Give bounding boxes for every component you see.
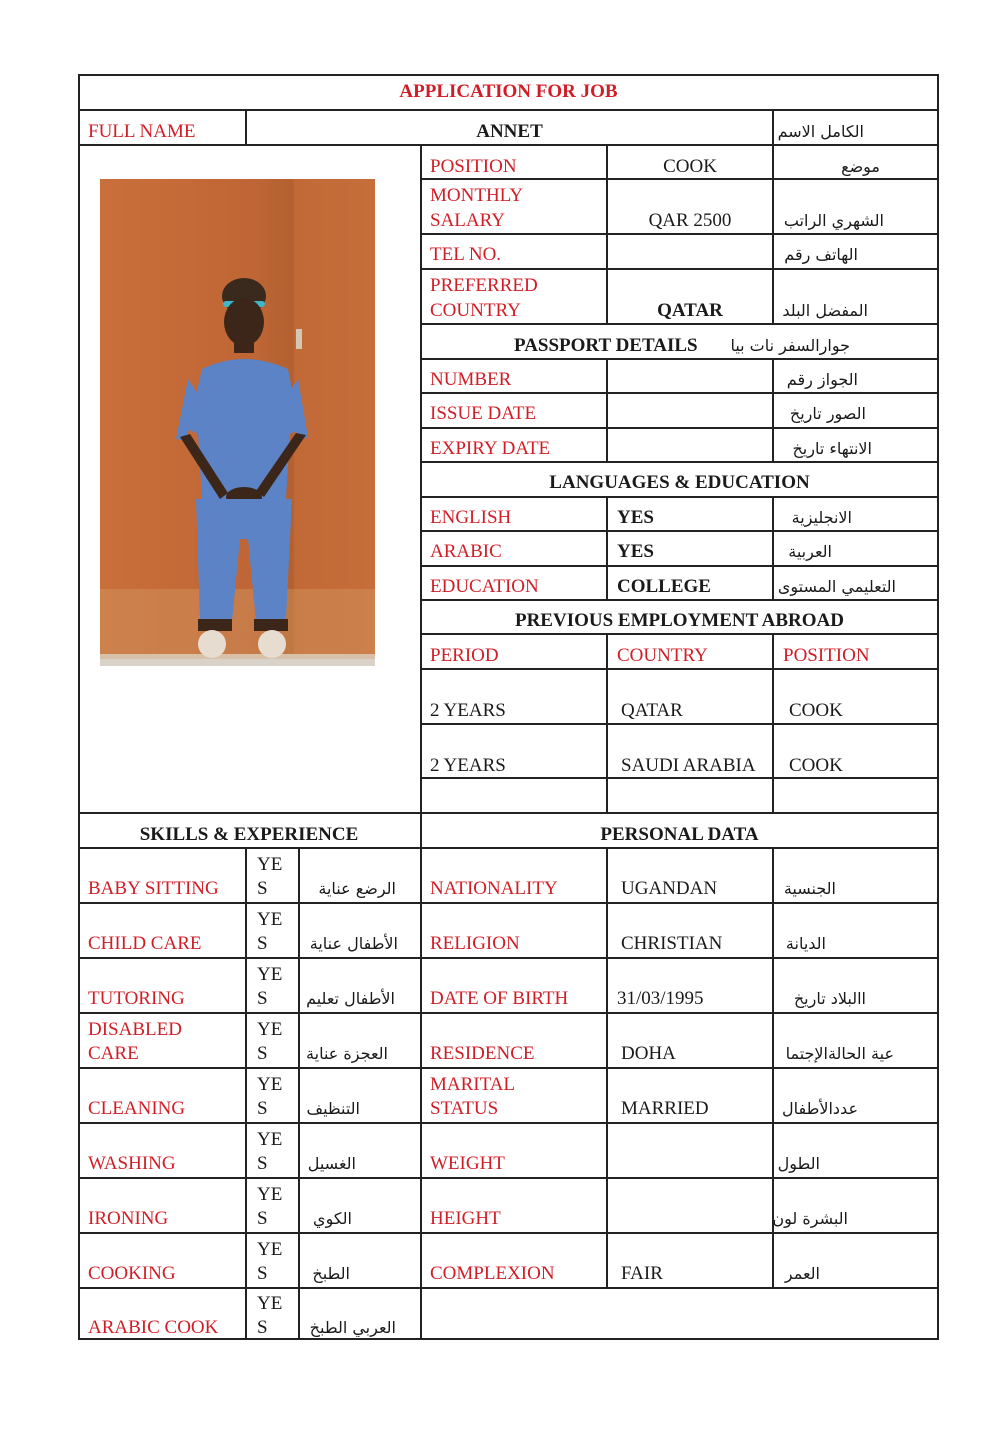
- salary-value: QAR 2500: [648, 210, 732, 231]
- skill-ar: الكوي: [313, 1209, 352, 1228]
- employment-row-1-country: QATAR: [621, 700, 683, 721]
- skill-yes-2: S: [257, 1153, 268, 1174]
- personal-label: STATUS: [430, 1098, 499, 1119]
- skill-label: WASHING: [88, 1153, 176, 1174]
- position-ar: موضع: [841, 157, 880, 176]
- english-value: YES: [617, 507, 654, 528]
- skill-ar: العجزة عناية: [306, 1044, 388, 1063]
- education-value: COLLEGE: [617, 576, 711, 597]
- skill-yes-2: S: [257, 1043, 268, 1064]
- employment-col-period: PERIOD: [430, 645, 499, 666]
- skill-yes-1: YE: [257, 1293, 283, 1314]
- skill-yes-1: YE: [257, 1239, 283, 1260]
- salary-label-2: SALARY: [430, 210, 505, 231]
- skill-yes-2: S: [257, 1263, 268, 1284]
- applicant-photo: [100, 179, 375, 666]
- personal-value: FAIR: [621, 1263, 663, 1284]
- education-ar: التعليمي المستوى: [777, 577, 896, 596]
- skill-yes-1: YE: [257, 854, 283, 875]
- skill-yes-2: S: [257, 1098, 268, 1119]
- employment-col-position: POSITION: [783, 645, 870, 666]
- skill-yes-2: S: [257, 1208, 268, 1229]
- personal-ar: عددالأطفال: [782, 1099, 858, 1118]
- skill-ar: العربي الطبخ: [309, 1318, 396, 1337]
- full-name-label: FULL NAME: [88, 121, 196, 142]
- preferred-country-label-1: PREFERRED: [430, 275, 538, 296]
- personal-value: MARRIED: [621, 1098, 709, 1119]
- expiry-date-label: EXPIRY DATE: [430, 438, 551, 459]
- education-label: EDUCATION: [430, 576, 539, 597]
- personal-label: NATIONALITY: [430, 878, 558, 899]
- arabic-ar: العربية: [788, 542, 832, 561]
- passport-heading: PASSPORT DETAILS: [514, 335, 698, 356]
- skill-label: BABY SITTING: [88, 878, 219, 899]
- position-label: POSITION: [430, 156, 517, 177]
- application-form: [78, 74, 939, 1340]
- passport-heading-ar: جوارالسفر نات بيا: [730, 336, 850, 355]
- personal-value: UGANDAN: [621, 878, 718, 899]
- skill-yes-1: YE: [257, 1129, 283, 1150]
- skill-label: TUTORING: [88, 988, 185, 1009]
- salary-label-1: MONTHLY: [430, 185, 524, 206]
- skill-yes-1: YE: [257, 1019, 283, 1040]
- skill-label: CLEANING: [88, 1098, 186, 1119]
- skill-ar: التنظيف: [306, 1099, 360, 1118]
- arabic-label: ARABIC: [430, 541, 502, 562]
- languages-heading: LANGUAGES & EDUCATION: [549, 472, 810, 493]
- personal-label: DATE OF BIRTH: [430, 988, 569, 1009]
- personal-label: COMPLEXION: [430, 1263, 555, 1284]
- personal-label: WEIGHT: [430, 1153, 505, 1174]
- issue-date-ar: الصور تاريخ: [789, 404, 866, 423]
- personal-ar: االبلاد تاريخ: [793, 989, 866, 1008]
- personal-label: RELIGION: [430, 933, 520, 954]
- employment-row-2-country: SAUDI ARABIA: [621, 755, 756, 776]
- skill-yes-2: S: [257, 933, 268, 954]
- form-title: APPLICATION FOR JOB: [399, 81, 618, 102]
- arabic-value: YES: [617, 541, 654, 562]
- employment-row-1-position: COOK: [789, 700, 843, 721]
- tel-ar: الهاتف رقم: [784, 245, 858, 264]
- personal-value: DOHA: [621, 1043, 676, 1064]
- full-name-ar: الكامل الاسم: [777, 122, 864, 141]
- personal-ar: عية الحالةالإجتما: [785, 1044, 894, 1063]
- english-ar: الانجليزية: [791, 508, 852, 527]
- skill-yes-1: YE: [257, 1074, 283, 1095]
- skill-label: COOKING: [88, 1263, 176, 1284]
- preferred-country-ar: المفضل البلد: [782, 301, 868, 320]
- skill-yes-1: YE: [257, 1184, 283, 1205]
- skill-yes-1: YE: [257, 964, 283, 985]
- skill-label: CARE: [88, 1043, 139, 1064]
- passport-number-ar: الجواز رقم: [786, 370, 858, 389]
- employment-row-2-position: COOK: [789, 755, 843, 776]
- personal-value: 31/03/1995: [617, 988, 704, 1009]
- skill-ar: الغسيل: [307, 1154, 356, 1173]
- skill-ar: الطبخ: [312, 1264, 350, 1283]
- skill-label: CHILD CARE: [88, 933, 202, 954]
- skill-ar: الأطفال تعليم: [306, 989, 395, 1008]
- preferred-country-value: QATAR: [657, 300, 723, 321]
- preferred-country-label-2: COUNTRY: [430, 300, 521, 321]
- skill-yes-2: S: [257, 1317, 268, 1338]
- skill-ar: الرضع عناية: [318, 879, 396, 898]
- skill-yes-1: YE: [257, 909, 283, 930]
- employment-row-2-period: 2 YEARS: [430, 755, 506, 776]
- skill-label-1: DISABLED: [88, 1019, 182, 1040]
- personal-ar: الطول: [777, 1154, 820, 1173]
- personal-label-1: MARITAL: [430, 1074, 516, 1095]
- skill-yes-2: S: [257, 878, 268, 899]
- personal-heading: PERSONAL DATA: [600, 824, 759, 845]
- english-label: ENGLISH: [430, 507, 512, 528]
- personal-ar: الجنسية: [783, 879, 836, 898]
- employment-heading: PREVIOUS EMPLOYMENT ABROAD: [514, 610, 844, 631]
- personal-label: RESIDENCE: [430, 1043, 535, 1064]
- personal-label: HEIGHT: [430, 1208, 501, 1229]
- personal-ar: البشرة لون: [772, 1209, 848, 1228]
- personal-ar: الديانة: [785, 934, 826, 953]
- personal-ar: العمر: [784, 1264, 820, 1283]
- skills-heading: SKILLS & EXPERIENCE: [139, 824, 359, 845]
- salary-ar: الشهري الراتب: [783, 211, 884, 230]
- employment-col-country: COUNTRY: [617, 645, 708, 666]
- skill-yes-2: S: [257, 988, 268, 1009]
- issue-date-label: ISSUE DATE: [430, 403, 537, 424]
- expiry-date-ar: الانتهاء تاريخ: [792, 439, 872, 458]
- skill-label: ARABIC COOK: [88, 1317, 219, 1338]
- skill-ar: الأطفال عناية: [309, 934, 398, 953]
- passport-number-label: NUMBER: [430, 369, 512, 390]
- employment-row-1-period: 2 YEARS: [430, 700, 506, 721]
- person-photo-icon: [100, 179, 375, 666]
- full-name-value: ANNET: [476, 121, 543, 142]
- position-value: COOK: [663, 156, 717, 177]
- personal-value: CHRISTIAN: [621, 933, 723, 954]
- tel-label: TEL NO.: [430, 244, 502, 265]
- skill-label: IRONING: [88, 1208, 169, 1229]
